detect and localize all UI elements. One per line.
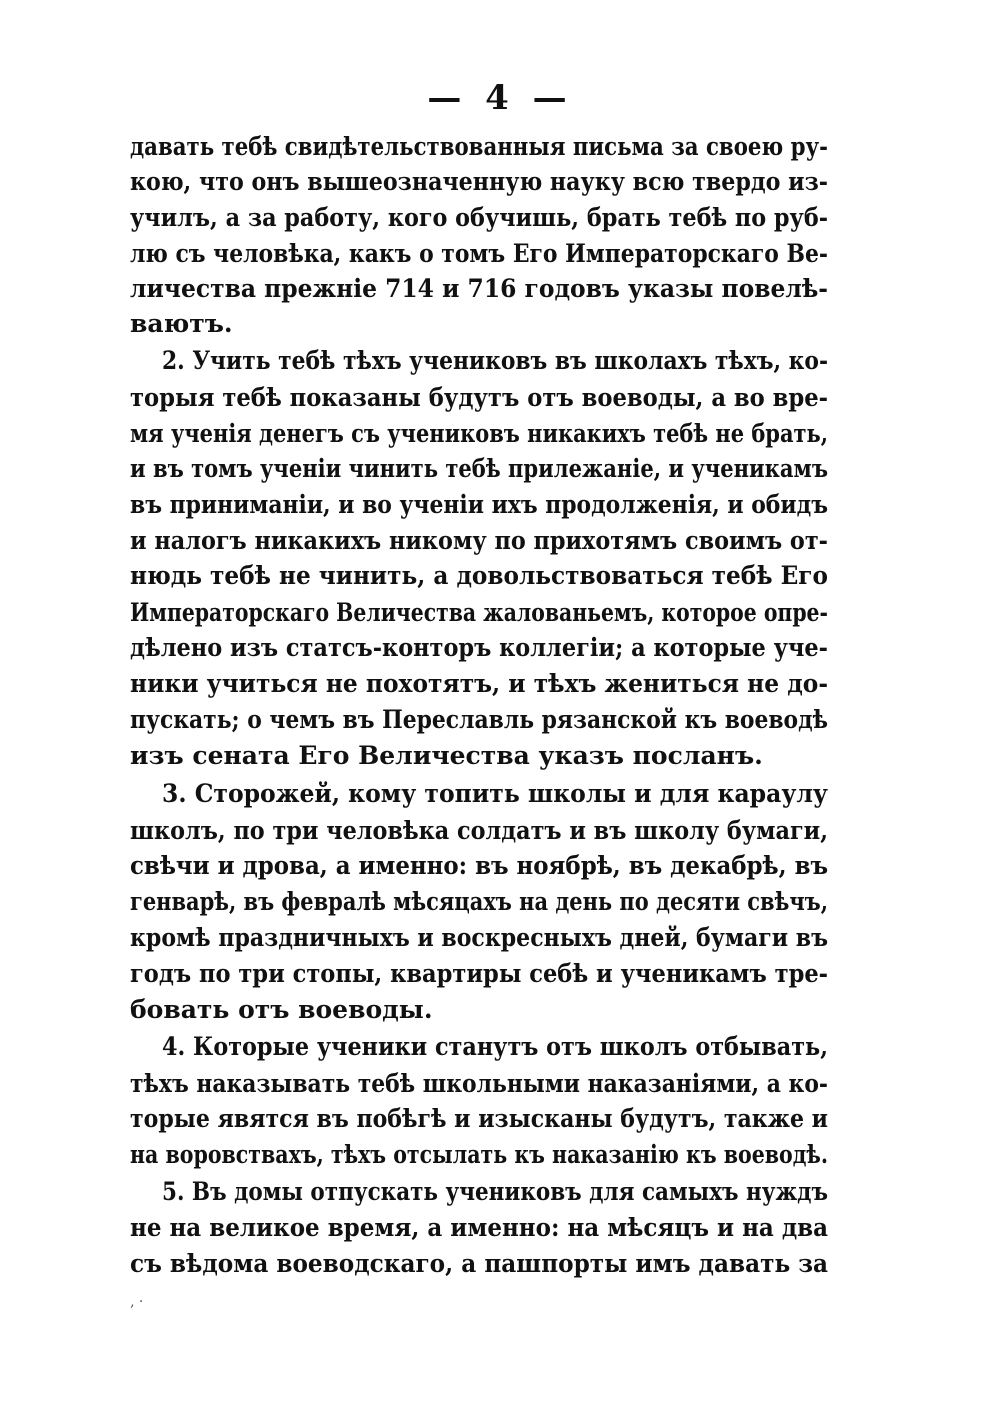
text-line xyxy=(0,918,1000,958)
text-line-content: школъ, по три человѣка солдатъ и въ школу бумаги, xyxy=(130,816,829,845)
text-line xyxy=(0,378,1000,418)
text-line xyxy=(0,774,1000,814)
text-line-content: личества прежніе 714 и 716 годовъ указы повелѣ- xyxy=(130,274,828,303)
text-line-content: кромѣ праздничныхъ и воскресныхъ дней, бумаги въ xyxy=(130,923,829,952)
text-line xyxy=(0,664,1000,704)
text-line-content: пускать; о чемъ въ Переславль рязанской къ воеводѣ xyxy=(130,705,829,734)
text-line-content: ваютъ. xyxy=(130,309,233,338)
text-line-content: торыя тебѣ показаны будутъ отъ воеводы, а во вре- xyxy=(130,383,829,412)
text-line xyxy=(0,198,1000,238)
text-line xyxy=(0,485,1000,525)
text-line xyxy=(0,304,1000,344)
text-line-content: нюдь тебѣ не чинить, а довольствоваться тебѣ Его xyxy=(130,561,828,590)
text-line xyxy=(0,449,1000,489)
text-line-content: въ приниманіи, и во ученіи ихъ продолженія, и обидъ xyxy=(130,490,828,519)
text-line xyxy=(0,1244,1000,1284)
text-line xyxy=(0,127,1000,167)
text-line xyxy=(0,1099,1000,1139)
text-line xyxy=(0,954,1000,994)
text-line xyxy=(0,1135,1000,1175)
text-line-content: тѣхъ наказывать тебѣ школьными наказаніями, а ко- xyxy=(130,1069,828,1098)
text-line xyxy=(0,736,1000,776)
text-line-content: мя ученія денегъ съ учениковъ никакихъ тебѣ не брать, xyxy=(130,419,829,448)
text-line-content: лю съ человѣка, какъ о томъ Его Императорскаго Ве- xyxy=(130,239,829,268)
text-line-content: 5. Въ домы отпускать учениковъ для самыхъ нуждъ xyxy=(162,1177,829,1206)
text-line xyxy=(0,1172,1000,1212)
text-line-content: давать тебѣ свидѣтельствованныя письма за своею ру- xyxy=(130,132,828,161)
text-line-content: кою, что онъ вышеозначенную науку всю твердо из- xyxy=(130,167,828,196)
text-line xyxy=(0,990,1000,1030)
text-line-content: ники учиться не похотятъ, и тѣхъ жениться не до- xyxy=(130,669,829,698)
text-line xyxy=(0,269,1000,309)
text-line xyxy=(0,1027,1000,1067)
text-line-content: не на великое время, а именно: на мѣсяцъ и на два xyxy=(130,1213,829,1242)
page-number: — 4 — xyxy=(427,78,573,118)
text-line xyxy=(0,162,1000,202)
text-line xyxy=(0,556,1000,596)
text-line xyxy=(0,521,1000,561)
text-line xyxy=(0,811,1000,851)
text-line-content: дѣлено изъ статсъ-конторъ коллегіи; а которые уче- xyxy=(130,633,828,662)
text-line-content: генварѣ, въ февралѣ мѣсяцахъ на день по десяти свѣчъ, xyxy=(130,887,829,916)
text-line xyxy=(0,846,1000,886)
text-line-content: 3. Сторожей, кому топить школы и для караулу xyxy=(162,779,828,808)
text-line xyxy=(0,1208,1000,1248)
text-line xyxy=(0,593,1000,633)
text-line-content: съ вѣдома воеводскаго, а пашпорты имъ давать за xyxy=(130,1249,829,1278)
scan-speck: ‚ · xyxy=(130,1294,144,1310)
text-line-content: и налогъ никакихъ никому по прихотямъ своимъ от- xyxy=(130,526,828,555)
text-line-content: годъ по три стопы, квартиры себѣ и ученикамъ тре- xyxy=(130,959,829,988)
text-line-content: свѣчи и дрова, а именно: въ ноябрѣ, въ декабрѣ, въ xyxy=(130,851,829,880)
text-line-content: на воровствахъ, тѣхъ отсылать къ наказанію къ воеводѣ. xyxy=(130,1140,829,1169)
text-line-content: 4. Которые ученики станутъ отъ школъ отбывать, xyxy=(162,1032,828,1061)
text-line xyxy=(0,882,1000,922)
text-line xyxy=(0,700,1000,740)
text-line xyxy=(0,628,1000,668)
text-line xyxy=(0,414,1000,454)
text-line-content: изъ сената Его Величества указъ посланъ. xyxy=(130,741,763,770)
text-line-content: бовать отъ воеводы. xyxy=(130,995,433,1024)
text-line xyxy=(0,341,1000,381)
text-line-content: и въ томъ ученіи чинить тебѣ прилежаніе, и ученикамъ xyxy=(130,454,828,483)
text-line xyxy=(0,234,1000,274)
text-line xyxy=(0,1064,1000,1104)
text-line-content: торые явятся въ побѣгѣ и изысканы будутъ, также и xyxy=(130,1104,829,1133)
text-line-content: Императорскаго Величества жалованьемъ, которое опре- xyxy=(130,598,828,627)
text-line-content: училъ, а за работу, кого обучишь, брать тебѣ по руб- xyxy=(130,203,828,232)
text-line-content: 2. Учить тебѣ тѣхъ учениковъ въ школахъ тѣхъ, ко- xyxy=(162,346,829,375)
